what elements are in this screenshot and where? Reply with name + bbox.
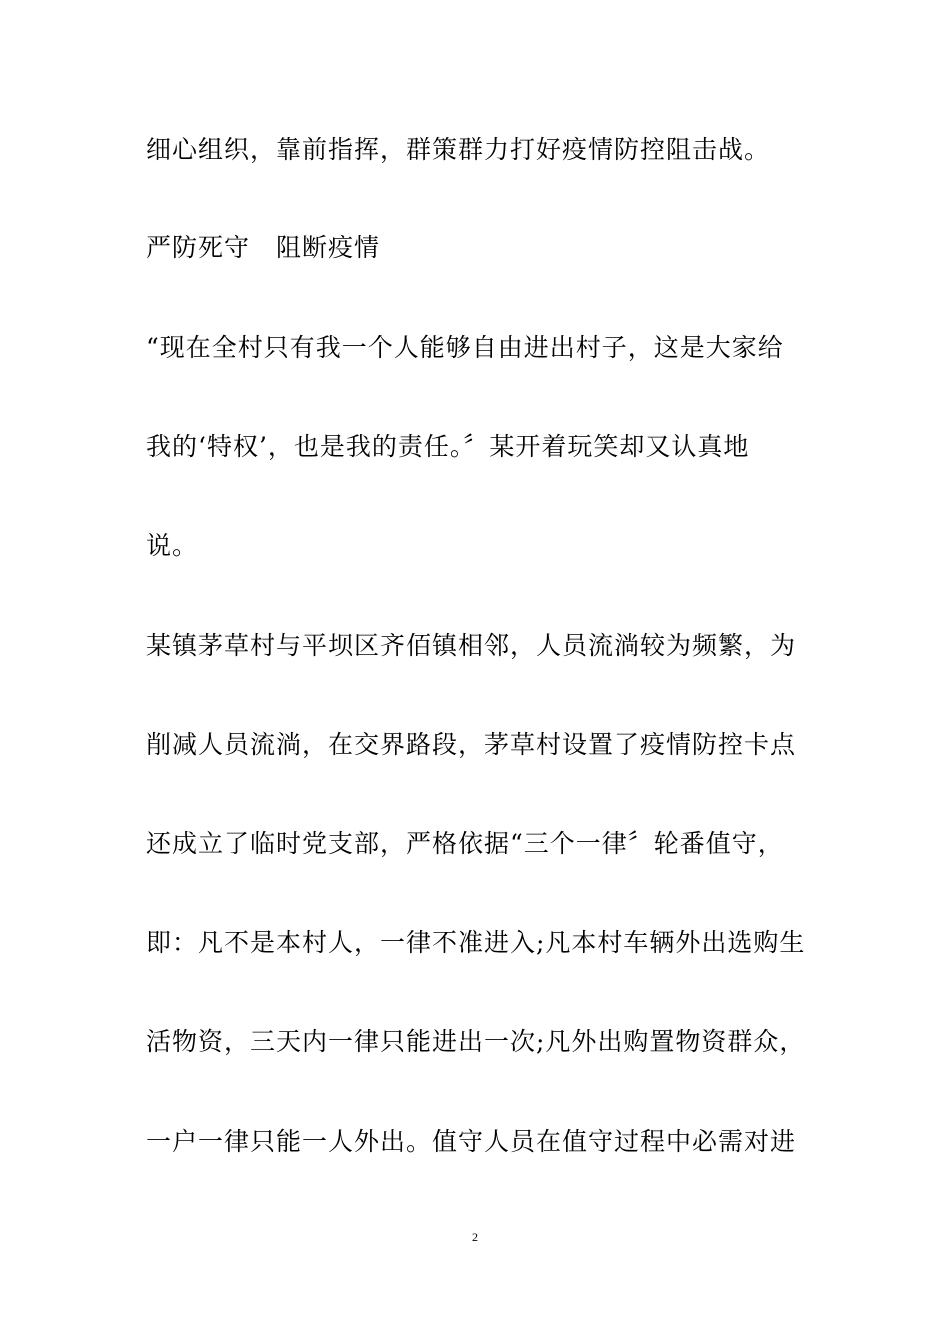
text-line: 活物资，三天内一律只能进出一次;凡外出购置物资群众， (146, 1027, 806, 1056)
text-line: 说。 (146, 531, 199, 560)
text-line: 削减人员流淌，在交界路段，茅草村设置了疫情防控卡点 (146, 730, 797, 759)
page-number: 2 (472, 1230, 478, 1244)
text-line: 一户一律只能一人外出。值守人员在值守过程中必需对进 (146, 1127, 797, 1156)
text-line: 还成立了临时党支部，严格依据“三个一律〞轮番值守， (146, 829, 784, 858)
text-line: 我的‘特权’，也是我的责任。〞某开着玩笑却又认真地 (146, 432, 750, 461)
text-line: 细心组织，靠前指挥，群策群力打好疫情防控阻击战。 (146, 135, 771, 164)
section-heading: 严防死守 阻断疫情 (146, 233, 381, 262)
text-line: “现在全村只有我一个人能够自由进出村子，这是大家给 (146, 333, 784, 362)
text-line: 某镇茅草村与平坝区齐佰镇相邻，人员流淌较为频繁，为 (146, 631, 797, 660)
text-line: 即：凡不是本村人，一律不准进入;凡本村车辆外出选购生 (146, 928, 806, 957)
